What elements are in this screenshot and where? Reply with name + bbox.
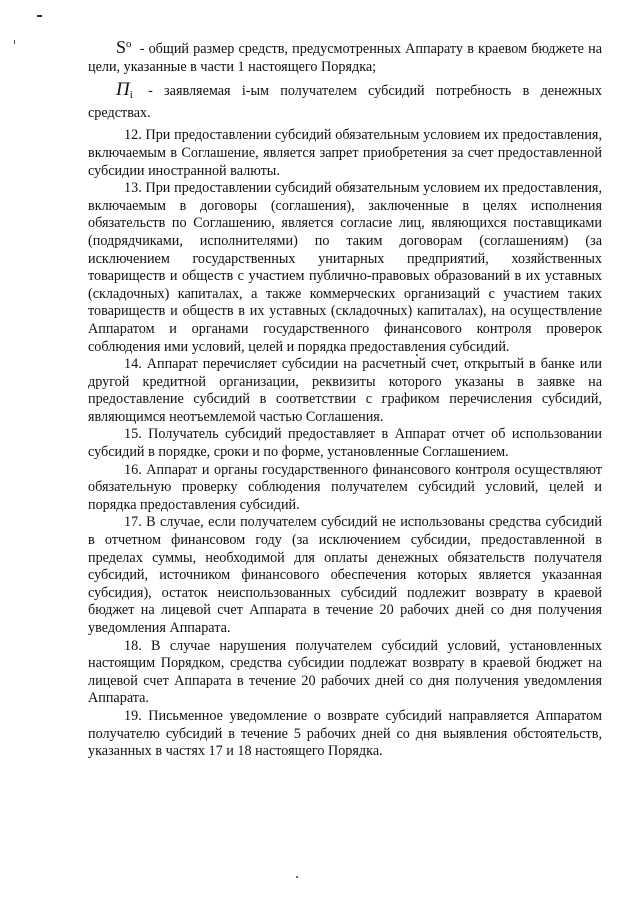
definition-description: - общий размер средств, предусмотренных Аппарату в краевом бюджете на цели, указанные в части 1 настоящего Порядка; [88, 41, 602, 75]
definition-description: - заявляемая i-ым получателем субсидий потребность в денежных средствах. [88, 83, 603, 121]
paragraph-12: 12. При предоставлении субсидий обязательным условием их предоставления, включаемым в Соглашение, является запрет приобретения за счет предоставленной субсидии иностранной валюты. [88, 127, 602, 179]
formula-symbol-pi [116, 81, 133, 105]
paragraph-14: 14. Аппарат перечисляет субсидии на расчетный счет, открытый в банке или другой кредитной организации, реквизиты которого указаны в заявке на предоставление субсидий в соответствии с графиком перечисления субсидий, являющимся неотъемлемой частью Соглашения. [88, 356, 602, 425]
paragraph-15: 15. Получатель субсидий предоставляет в Аппарат отчет об использовании субсидий в порядке, сроки и по форме, установленные Соглашением. [88, 426, 602, 461]
scan-mark-dot [37, 15, 42, 17]
scan-speck-bottom [296, 876, 298, 878]
symbol-subscript: i [129, 89, 133, 102]
paragraph-19: 19. Письменное уведомление о возврате субсидий направляется Аппаратом получателю субсидий в течение 5 рабочих дней со дня выявления обстоятельств, указанных в частях 17 и 18 настоящего Порядка. [88, 707, 602, 760]
symbol-superscript: о [126, 38, 132, 50]
definition-text [88, 36, 602, 76]
definition-text [88, 81, 602, 122]
paragraph-18: 18. В случае нарушения получателем субсидий условий, установленных настоящим Порядком, средства субсидии подлежат возврату в краевой бюджет на лицевой счет Аппарата в течение 20 рабочих дней со дня получения уведомления Аппарата. [88, 637, 602, 707]
definition-s0 [88, 36, 602, 76]
formula-symbol-s0 [116, 36, 132, 57]
symbol-base: S [116, 37, 127, 57]
paragraph-16: 16. Аппарат и органы государственного финансового контроля осуществляют обязательную проверку соблюдения получателем субсидий условий, целей и порядка предоставления субсидий. [88, 461, 602, 513]
symbol-base: П [116, 79, 130, 101]
definition-pi [88, 81, 602, 122]
scan-mark-tick [14, 40, 15, 44]
paragraph-17: 17. В случае, если получателем субсидий не использованы средства субсидий в отчетном финансовом году (за исключением субсидии, предоставленной в пределах суммы, необходимой для оплаты денежных обязательств получателя субсидий, источником финансового обеспечения которых является указанная субсидия), остаток неиспользованных субсидий подлежит возврату в краевой бюджет на лицевой счет Аппарата в течение 20 рабочих дней со дня получения уведомления Аппарата. [88, 514, 602, 636]
document-page [88, 36, 602, 761]
paragraph-13: 13. При предоставлении субсидий обязательным условием их предоставления, включаемым в договоры (соглашения), заключенные в целях исполнения обязательств по Соглашению, является согласие лиц, являющихся поставщиками (подрядчиками, исполнителями) по таким договорам (соглашениям) (за исключением государственных унитарных предприятий, хозяйственных товариществ и обществ с участием публично-правовых образований в их уставных (складочных) капиталах, а также коммерческих организаций с участием таких товариществ и обществ в их уставных (складочных) капиталах), на осуществление Аппаратом и органами государственного финансового контроля проверок соблюдения ими условий, целей и порядка предоставления субсидий. [88, 180, 602, 355]
